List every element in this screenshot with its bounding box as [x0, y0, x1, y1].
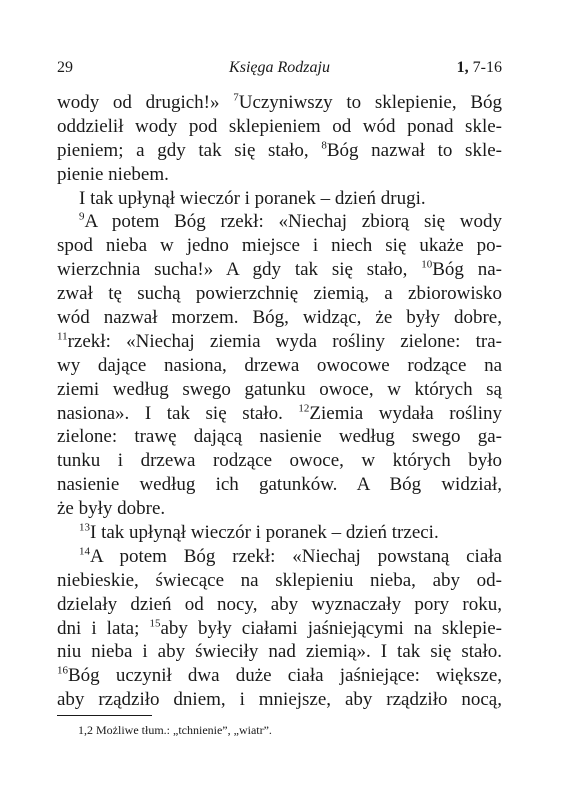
line-text: Uczyniwszy to sklepienie, Bóg: [238, 92, 502, 113]
line-text: Bóg uczynił dwa duże ciała jaśniejące: większe,: [68, 665, 502, 687]
verse-range: 7-16: [472, 59, 502, 76]
line-text: rzekł: «Niechaj ziemia wyda rośliny zielone: tra-: [67, 330, 502, 352]
text-line: [57, 330, 502, 354]
text-line: [57, 497, 502, 521]
line-text: aby rządziło dniem, i mniejsze, aby rządziło nocą,: [57, 689, 502, 711]
book-title: Księga Rodzaju: [229, 59, 330, 76]
verse-number: 11: [57, 330, 68, 343]
line-text: A potem Bóg rzekł: «Niechaj zbiorą się wody: [84, 211, 502, 233]
line-text: nasienie według ich gatunków. A Bóg widział,: [57, 474, 502, 496]
text-line: [57, 449, 502, 473]
text-line: [57, 139, 502, 163]
verse-number: 10: [421, 258, 433, 271]
text-line: [57, 163, 502, 187]
line-text: Bóg nazwał to skle-: [326, 139, 502, 161]
body-text: [57, 91, 502, 712]
text-line: [57, 545, 502, 569]
line-text: oddzielił wody pod sklepieniem od wód ponad skle-: [57, 115, 502, 137]
line-text: Ziemia wydała rośliny: [309, 402, 502, 424]
text-line: [57, 187, 502, 211]
verse-number: 12: [298, 402, 310, 415]
line-text: wody od drugich!»: [57, 92, 234, 113]
text-line: [57, 402, 502, 426]
text-line: [57, 354, 502, 378]
line-text: niu nieba i aby świeciły nad ziemią». I tak się stało.: [57, 641, 502, 663]
chapter-number: 1,: [456, 59, 469, 76]
line-text: nasiona». I tak się stało.: [57, 402, 299, 424]
verse-number: 7: [233, 91, 239, 104]
page-number: 29: [57, 59, 73, 76]
text-line: [57, 640, 502, 664]
line-text: tunku i drzewa rodzące owoce, w których było: [57, 450, 502, 472]
line-text: ziemi według swego gatunku owoce, w których są: [57, 378, 502, 400]
text-line: [57, 617, 502, 641]
text-line: [57, 258, 502, 282]
line-text: niebieskie, świecące na sklepieniu nieba, aby od-: [57, 569, 502, 591]
text-line: [57, 306, 502, 330]
footnote-separator: [57, 715, 152, 716]
text-line: [57, 91, 502, 115]
text-line: [57, 210, 502, 234]
line-text: wierzchnia sucha!» A gdy tak się stało,: [57, 259, 422, 281]
text-line: [57, 521, 502, 545]
text-line: [57, 425, 502, 449]
line-text: zielone: trawę dającą nasienie według swego ga-: [57, 426, 502, 448]
verse-number: 13: [79, 521, 90, 534]
chapter-verse-reference: [457, 59, 502, 77]
line-text: I tak upłynął wieczór i poranek – dzień drugi.: [79, 187, 426, 209]
text-line: [57, 234, 502, 258]
line-text: Bóg na-: [432, 259, 502, 281]
text-line: [57, 282, 502, 306]
footnote: 1,2 Możliwe tłum.: „tchnienie”, „wiatr”.: [78, 723, 272, 737]
line-text: zwał tę suchą powierzchnię ziemią, a zbiorowisko: [57, 283, 502, 305]
verse-number: 14: [79, 545, 90, 558]
text-line: [57, 115, 502, 139]
text-line: [57, 569, 502, 593]
verse-number: 8: [321, 139, 327, 152]
text-line: [57, 593, 502, 617]
verse-number: 15: [149, 617, 161, 630]
line-text: spod nieba w jedno miejsce i niech się ukaże po-: [57, 235, 502, 257]
line-text: dni i lata;: [57, 617, 150, 639]
running-header: [57, 59, 502, 81]
text-line: [57, 378, 502, 402]
line-text: pieniem; a gdy tak się stało,: [57, 139, 322, 161]
line-text: A potem Bóg rzekł: «Niechaj powstaną ciała: [90, 545, 502, 567]
line-text: dzielały dzień od nocy, aby wyznaczały pory roku,: [57, 593, 502, 615]
verse-number: 9: [79, 211, 85, 224]
line-text: wód nazwał morzem. Bóg, widząc, że były dobre,: [57, 307, 502, 329]
line-text: wy dające nasiona, drzewa owocowe rodzące na: [57, 354, 502, 376]
line-text: że były dobre.: [57, 498, 166, 520]
line-text: I tak upłynął wieczór i poranek – dzień trzeci.: [90, 522, 439, 544]
verse-number: 16: [57, 665, 68, 678]
line-text: pienie niebem.: [57, 163, 169, 185]
text-line: [57, 664, 502, 688]
line-text: aby były ciałami jaśniejącymi na sklepie-: [160, 617, 502, 639]
text-line: [57, 473, 502, 497]
text-line: [57, 688, 502, 712]
